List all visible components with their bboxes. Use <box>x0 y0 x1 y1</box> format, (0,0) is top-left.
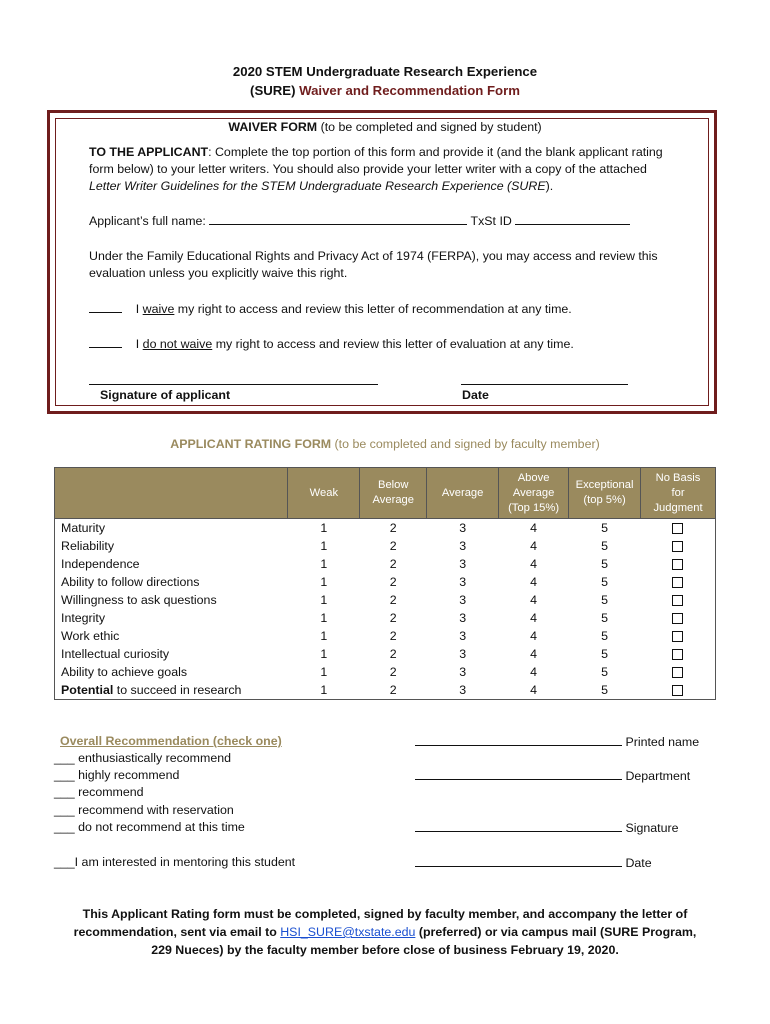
criterion-label: Ability to follow directions <box>61 575 200 589</box>
no-basis-checkbox[interactable] <box>672 577 683 588</box>
not-waive-option <box>89 335 574 353</box>
not-waive-pre: I <box>135 337 143 351</box>
table-row <box>55 537 716 555</box>
col-weak: Weak <box>288 468 360 519</box>
printed-name-field[interactable] <box>415 733 622 746</box>
no-basis-cell <box>641 681 716 700</box>
rating-value-3[interactable]: 3 <box>459 593 467 607</box>
applicant-date-line[interactable] <box>461 384 628 385</box>
mentoring-interest[interactable]: ___I am interested in mentoring this student <box>54 855 296 869</box>
rating-value-4[interactable]: 4 <box>530 557 538 571</box>
printed-name-row <box>415 733 699 751</box>
rating-form-title-note: (to be completed and signed by faculty member) <box>331 437 600 451</box>
rating-value-4[interactable]: 4 <box>530 611 538 625</box>
faculty-signature-field[interactable] <box>415 819 622 832</box>
footer-line2-post: (preferred) or via campus mail (SURE Program, <box>415 925 697 939</box>
rating-value-4[interactable]: 4 <box>530 575 538 589</box>
rating-value-5[interactable]: 5 <box>601 593 608 607</box>
table-row <box>55 609 716 627</box>
rating-value-5[interactable]: 5 <box>601 647 608 661</box>
rating-table-body <box>55 519 716 700</box>
rating-value-5[interactable]: 5 <box>601 665 608 679</box>
col-no-basis-label: No Basis for Judgment <box>653 471 703 514</box>
col-below-average-label: Below Average <box>372 479 414 506</box>
rating-form-title <box>0 437 770 451</box>
option-recommend[interactable]: ___ recommend <box>54 785 144 799</box>
department-label: Department <box>625 769 691 783</box>
rating-value-3[interactable]: 3 <box>459 629 467 643</box>
waiver-heading-bold: WAIVER FORM <box>228 120 318 134</box>
col-exceptional <box>569 468 641 519</box>
option-enthusiastically[interactable]: ___ enthusiastically recommend <box>54 751 232 765</box>
criterion-label: Independence <box>61 557 140 571</box>
waive-option <box>89 300 572 318</box>
rating-value-2[interactable]: 2 <box>389 683 397 697</box>
rating-value-2[interactable]: 2 <box>389 575 397 589</box>
no-basis-checkbox[interactable] <box>672 667 683 678</box>
guidelines-title: Letter Writer Guidelines for the STEM Undergraduate Research Experience (SURE <box>89 179 546 193</box>
col-exceptional-label: Exceptional (top 5%) <box>575 479 634 506</box>
criterion-label: Intellectual curiosity <box>61 647 170 661</box>
printed-name-label: Printed name <box>625 735 700 749</box>
rating-value-3[interactable]: 3 <box>459 665 467 679</box>
waive-initial-blank[interactable] <box>89 300 122 313</box>
form-title-line1: 2020 STEM Undergraduate Research Experience <box>232 64 538 79</box>
rating-value-3[interactable]: 3 <box>459 611 467 625</box>
title-prefix: (SURE) <box>250 83 300 98</box>
table-row <box>55 555 716 573</box>
waiver-heading-note: (to be completed and signed by student) <box>317 120 542 134</box>
rating-value-4[interactable]: 4 <box>530 683 538 697</box>
applicant-name-label: Applicant’s full name: <box>89 214 206 228</box>
rating-value-3[interactable]: 3 <box>459 575 467 589</box>
rating-value-4[interactable]: 4 <box>530 665 538 679</box>
criterion-header <box>55 468 288 519</box>
rating-value-2[interactable]: 2 <box>389 611 397 625</box>
no-basis-checkbox[interactable] <box>672 685 683 696</box>
rating-value-1[interactable]: 1 <box>320 665 328 679</box>
rating-value-1[interactable]: 1 <box>320 611 328 625</box>
signature-of-applicant-label: Signature of applicant <box>100 388 231 402</box>
rating-value-2[interactable]: 2 <box>389 539 397 553</box>
criterion-label-rest: to succeed in research <box>113 683 242 697</box>
rating-value-4[interactable]: 4 <box>530 629 538 643</box>
no-basis-cell <box>641 591 716 609</box>
waiver-heading <box>0 119 770 136</box>
faculty-date-field[interactable] <box>415 854 622 867</box>
rating-value-3[interactable]: 3 <box>459 683 467 697</box>
overall-word: Overall <box>60 734 103 748</box>
no-basis-cell <box>641 555 716 573</box>
no-basis-checkbox[interactable] <box>672 631 683 642</box>
waive-word: waive <box>142 302 175 316</box>
criterion-label <box>55 681 288 700</box>
recommendation-heading-rest: Recommendation (check one) <box>102 734 282 748</box>
faculty-date-label: Date <box>625 856 652 870</box>
rating-value-2[interactable]: 2 <box>389 593 397 607</box>
rating-value-2[interactable]: 2 <box>389 647 397 661</box>
criterion-label: Ability to achieve goals <box>61 665 188 679</box>
no-basis-checkbox[interactable] <box>672 541 683 552</box>
applicant-signature-line[interactable] <box>89 384 378 385</box>
no-basis-cell <box>641 627 716 645</box>
rating-value-5[interactable]: 5 <box>601 521 608 535</box>
applicant-instructions-line1 <box>89 144 663 161</box>
not-waive-post: my right to access and review this letter of evaluation at any time. <box>212 337 574 351</box>
rating-value-3[interactable]: 3 <box>459 521 467 535</box>
waiver-date-label: Date <box>462 388 489 402</box>
table-row <box>55 519 716 538</box>
table-row <box>55 663 716 681</box>
no-basis-checkbox[interactable] <box>672 559 683 570</box>
col-above-average <box>499 468 569 519</box>
waive-pre: I <box>135 302 143 316</box>
criterion-label-bold: Potential <box>61 683 114 697</box>
option-reservation[interactable]: ___ recommend with reservation <box>54 803 234 817</box>
applicant-instructions-line2: form below) to your letter writers. You should also provide your letter writer with a copy of the attached <box>89 162 647 176</box>
col-average: Average <box>427 468 499 519</box>
no-basis-checkbox[interactable] <box>672 649 683 660</box>
ferpa-line2: evaluation unless you explicitly waive this right. <box>89 266 348 280</box>
not-waive-initial-blank[interactable] <box>89 335 122 348</box>
criterion-label: Work ethic <box>61 629 120 643</box>
rating-value-5[interactable]: 5 <box>601 683 608 697</box>
ferpa-line1: Under the Family Educational Rights and Privacy Act of 1974 (FERPA), you may access and review this <box>89 249 658 263</box>
rating-value-1[interactable]: 1 <box>320 683 328 697</box>
rating-value-3[interactable]: 3 <box>459 647 467 661</box>
criterion-label: Maturity <box>61 521 106 535</box>
rating-value-5[interactable]: 5 <box>601 629 608 643</box>
col-below-average <box>360 468 427 519</box>
rating-value-4[interactable]: 4 <box>530 521 538 535</box>
applicant-name-row <box>89 212 630 230</box>
no-basis-checkbox[interactable] <box>672 613 683 624</box>
footer-line3: 229 Nueces) by the faculty member before close of business February 19, 2020. <box>151 943 619 957</box>
txst-id-field[interactable] <box>515 212 630 225</box>
waive-post: my right to access and review this letter of recommendation at any time. <box>174 302 572 316</box>
rating-value-3[interactable]: 3 <box>459 557 467 571</box>
not-waive-words: do not waive <box>142 337 213 351</box>
email-link[interactable]: HSI_SURE@txstate.edu <box>280 925 416 939</box>
option-do-not-recommend[interactable]: ___ do not recommend at this time <box>54 820 245 834</box>
rating-header-row <box>55 468 716 519</box>
rating-value-5[interactable]: 5 <box>601 539 608 553</box>
rating-value-5[interactable]: 5 <box>601 557 608 571</box>
no-basis-checkbox[interactable] <box>672 595 683 606</box>
rating-value-4[interactable]: 4 <box>530 647 538 661</box>
faculty-signature-label: Signature <box>625 821 679 835</box>
rating-value-1[interactable]: 1 <box>320 593 328 607</box>
table-row <box>55 573 716 591</box>
footer-line2-pre: recommendation, sent via email to <box>73 925 281 939</box>
table-row <box>55 591 716 609</box>
rating-table <box>54 467 716 700</box>
table-row <box>55 627 716 645</box>
rating-value-4[interactable]: 4 <box>530 539 538 553</box>
faculty-signature-row <box>415 819 679 837</box>
txst-id-label: TxSt ID <box>470 214 512 228</box>
no-basis-cell <box>641 519 716 538</box>
rating-value-2[interactable]: 2 <box>389 629 397 643</box>
applicant-name-field[interactable] <box>209 212 467 225</box>
col-no-basis <box>641 468 716 519</box>
faculty-date-row <box>415 854 652 872</box>
rating-value-2[interactable]: 2 <box>389 521 397 535</box>
rating-value-1[interactable]: 1 <box>320 557 328 571</box>
rating-value-1[interactable]: 1 <box>320 521 328 535</box>
criterion-label: Reliability <box>61 539 115 553</box>
title-form-name: Waiver and Recommendation Form <box>299 83 520 98</box>
no-basis-checkbox[interactable] <box>672 523 683 534</box>
no-basis-cell <box>641 573 716 591</box>
department-field[interactable] <box>415 767 622 780</box>
rating-value-5[interactable]: 5 <box>601 575 608 589</box>
rating-value-1[interactable]: 1 <box>320 647 328 661</box>
criterion-label: Willingness to ask questions <box>61 593 217 607</box>
rating-value-1[interactable]: 1 <box>320 539 328 553</box>
rating-value-4[interactable]: 4 <box>530 593 538 607</box>
option-highly[interactable]: ___ highly recommend <box>54 768 180 782</box>
criterion-label: Integrity <box>61 611 106 625</box>
form-title-line2 <box>0 83 770 98</box>
footer-line2 <box>0 923 770 941</box>
rating-value-5[interactable]: 5 <box>601 611 608 625</box>
rating-value-3[interactable]: 3 <box>459 539 467 553</box>
intro-end: ). <box>545 179 554 193</box>
rating-value-1[interactable]: 1 <box>320 629 328 643</box>
rating-form-title-bold: APPLICANT RATING FORM <box>170 437 332 451</box>
department-row <box>415 767 690 785</box>
table-row <box>55 645 716 663</box>
submission-instructions <box>0 905 770 959</box>
rating-value-2[interactable]: 2 <box>389 557 397 571</box>
intro-text-1: : Complete the top portion of this form and provide it (and the blank applicant rating <box>208 145 663 159</box>
table-row <box>55 681 716 700</box>
no-basis-cell <box>641 663 716 681</box>
applicant-instructions-line3 <box>89 178 553 195</box>
to-applicant-label: TO THE APPLICANT <box>89 145 209 159</box>
rating-value-2[interactable]: 2 <box>389 665 397 679</box>
no-basis-cell <box>641 609 716 627</box>
col-above-average-label: Above Average (Top 15%) <box>508 471 560 514</box>
overall-recommendation-heading <box>60 733 282 750</box>
no-basis-cell <box>641 645 716 663</box>
no-basis-cell <box>641 537 716 555</box>
rating-value-1[interactable]: 1 <box>320 575 328 589</box>
footer-line1: This Applicant Rating form must be completed, signed by faculty member, and accompany the letter of <box>82 907 688 921</box>
